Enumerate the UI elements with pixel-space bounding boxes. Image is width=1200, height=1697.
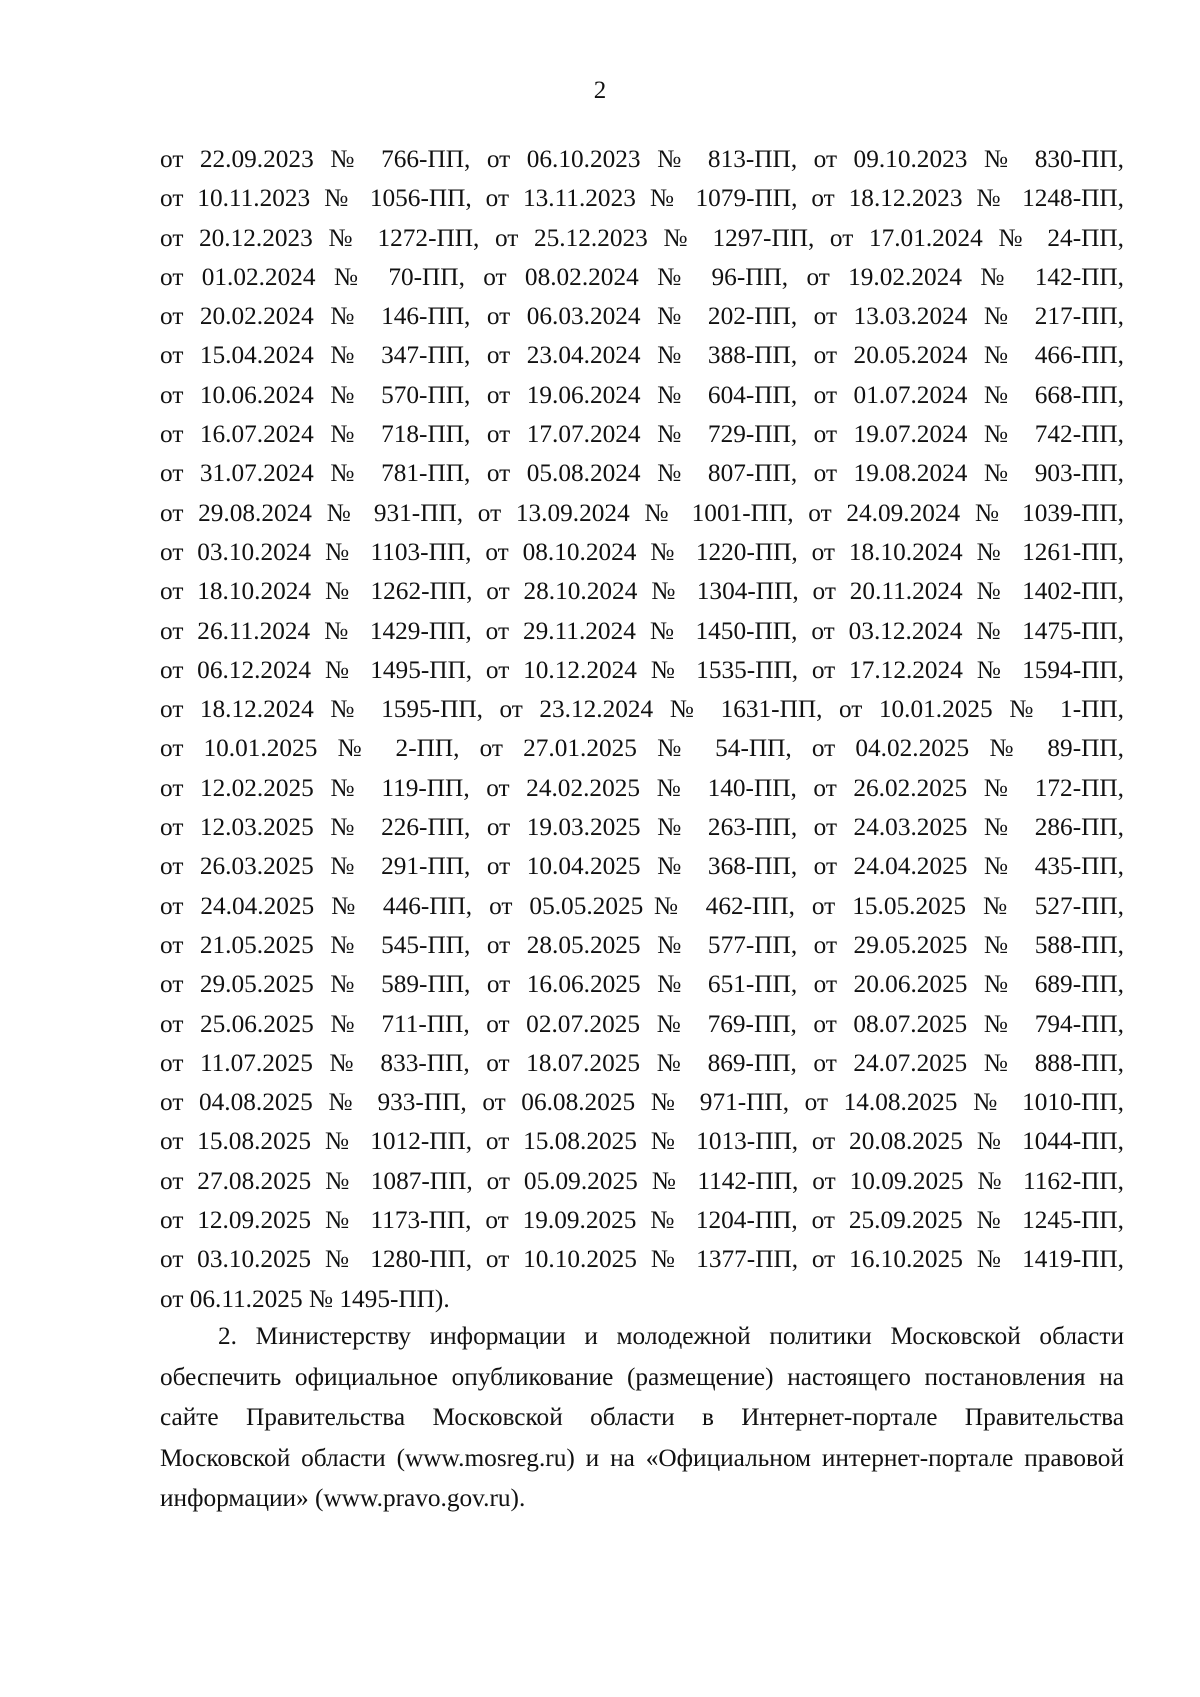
decree-line: от 18.12.2024 № 1595-ПП, от 23.12.2024 № 1631-ПП, от 10.01.2025 № 1-ПП, <box>160 695 1124 724</box>
decree-line: от 03.10.2025 № 1280-ПП, от 10.10.2025 № 1377-ПП, от 16.10.2025 № 1419-ПП, <box>160 1245 1124 1274</box>
decree-line: от 10.01.2025 № 2-ПП, от 27.01.2025 № 54-ПП, от 04.02.2025 № 89-ПП, <box>160 734 1124 763</box>
decree-line: от 22.09.2023 № 766-ПП, от 06.10.2023 № 813-ПП, от 09.10.2023 № 830-ПП, <box>160 145 1124 173</box>
decree-line: от 04.08.2025 № 933-ПП, от 06.08.2025 № 971-ПП, от 14.08.2025 № 1010-ПП, <box>160 1088 1124 1117</box>
decree-line: от 18.10.2024 № 1262-ПП, от 28.10.2024 № 1304-ПП, от 20.11.2024 № 1402-ПП, <box>160 577 1124 606</box>
decree-line: от 26.03.2025 № 291-ПП, от 10.04.2025 № 368-ПП, от 24.04.2025 № 435-ПП, <box>160 852 1124 881</box>
decree-line: от 21.05.2025 № 545-ПП, от 28.05.2025 № 577-ПП, от 29.05.2025 № 588-ПП, <box>160 930 1124 959</box>
decree-line: от 06.12.2024 № 1495-ПП, от 10.12.2024 № 1535-ПП, от 17.12.2024 № 1594-ПП, <box>160 655 1124 684</box>
decree-line: от 24.04.2025 № 446-ПП, от 05.05.2025№ 462-ПП, от 15.05.2025 № 527-ПП, <box>160 891 1124 920</box>
decree-list <box>160 144 1124 1323</box>
decree-line: от 16.07.2024 № 718-ПП, от 17.07.2024 № 729-ПП, от 19.07.2024 № 742-ПП, <box>160 420 1124 449</box>
decree-line: от 29.05.2025 № 589-ПП, от 16.06.2025 № 651-ПП, от 20.06.2025 № 689-ПП, <box>160 970 1124 999</box>
decree-line: от 29.08.2024 № 931-ПП, от 13.09.2024 № 1001-ПП, от 24.09.2024 № 1039-ПП, <box>160 498 1124 527</box>
paragraph-publication: 2. Министерству информации и молодежной политики Московской области обеспечить официальное опубликование (размещение) настоящего постановления на сайте Правительства Московской области в Интернет-портале Правительства Московской области (www.mosreg.ru) и на «Официальном интернет-портале правовой информации» (www.pravo.gov.ru). <box>160 1322 1124 1512</box>
decree-line: от 26.11.2024 № 1429-ПП, от 29.11.2024 № 1450-ПП, от 03.12.2024 № 1475-ПП, <box>160 616 1124 645</box>
decree-line: от 12.03.2025 № 226-ПП, от 19.03.2025 № 263-ПП, от 24.03.2025 № 286-ПП, <box>160 813 1124 842</box>
page-number: 2 <box>593 77 607 104</box>
decree-line: от 01.02.2024 № 70-ПП, от 08.02.2024 № 96-ПП, от 19.02.2024 № 142-ПП, <box>160 262 1124 291</box>
decree-line: от 12.02.2025 № 119-ПП, от 24.02.2025 № 140-ПП, от 26.02.2025 № 172-ПП, <box>160 773 1124 802</box>
decree-line: от 10.06.2024 № 570-ПП, от 19.06.2024 № 604-ПП, от 01.07.2024 № 668-ПП, <box>160 380 1124 409</box>
decree-line: от 12.09.2025 № 1173-ПП, от 19.09.2025 № 1204-ПП, от 25.09.2025 № 1245-ПП, <box>160 1206 1124 1235</box>
decree-line: от 11.07.2025 № 833-ПП, от 18.07.2025 № 869-ПП, от 24.07.2025 № 888-ПП, <box>160 1048 1124 1077</box>
decree-line: от 20.12.2023 № 1272-ПП, от 25.12.2023 № 1297-ПП, от 17.01.2024 № 24-ПП, <box>160 223 1124 252</box>
decree-line: от 15.08.2025 № 1012-ПП, от 15.08.2025 № 1013-ПП, от 20.08.2025 № 1044-ПП, <box>160 1127 1124 1156</box>
decree-line: от 10.11.2023 № 1056-ПП, от 13.11.2023 № 1079-ПП, от 18.12.2023 № 1248-ПП, <box>160 184 1124 213</box>
decree-line: от 20.02.2024 № 146-ПП, от 06.03.2024 № 202-ПП, от 13.03.2024 № 217-ПП, <box>160 302 1124 331</box>
decree-line: от 31.07.2024 № 781-ПП, от 05.08.2024 № 807-ПП, от 19.08.2024 № 903-ПП, <box>160 459 1124 488</box>
decree-line: от 15.04.2024 № 347-ПП, от 23.04.2024 № 388-ПП, от 20.05.2024 № 466-ПП, <box>160 341 1124 370</box>
decree-line: от 06.11.2025 № 1495-ПП). <box>160 1284 450 1313</box>
decree-line: от 27.08.2025 № 1087-ПП, от 05.09.2025 № 1142-ПП, от 10.09.2025 № 1162-ПП, <box>160 1166 1124 1195</box>
decree-line: от 25.06.2025 № 711-ПП, от 02.07.2025 № 769-ПП, от 08.07.2025 № 794-ПП, <box>160 1009 1124 1038</box>
decree-line: от 03.10.2024 № 1103-ПП, от 08.10.2024 № 1220-ПП, от 18.10.2024 № 1261-ПП, <box>160 537 1124 566</box>
